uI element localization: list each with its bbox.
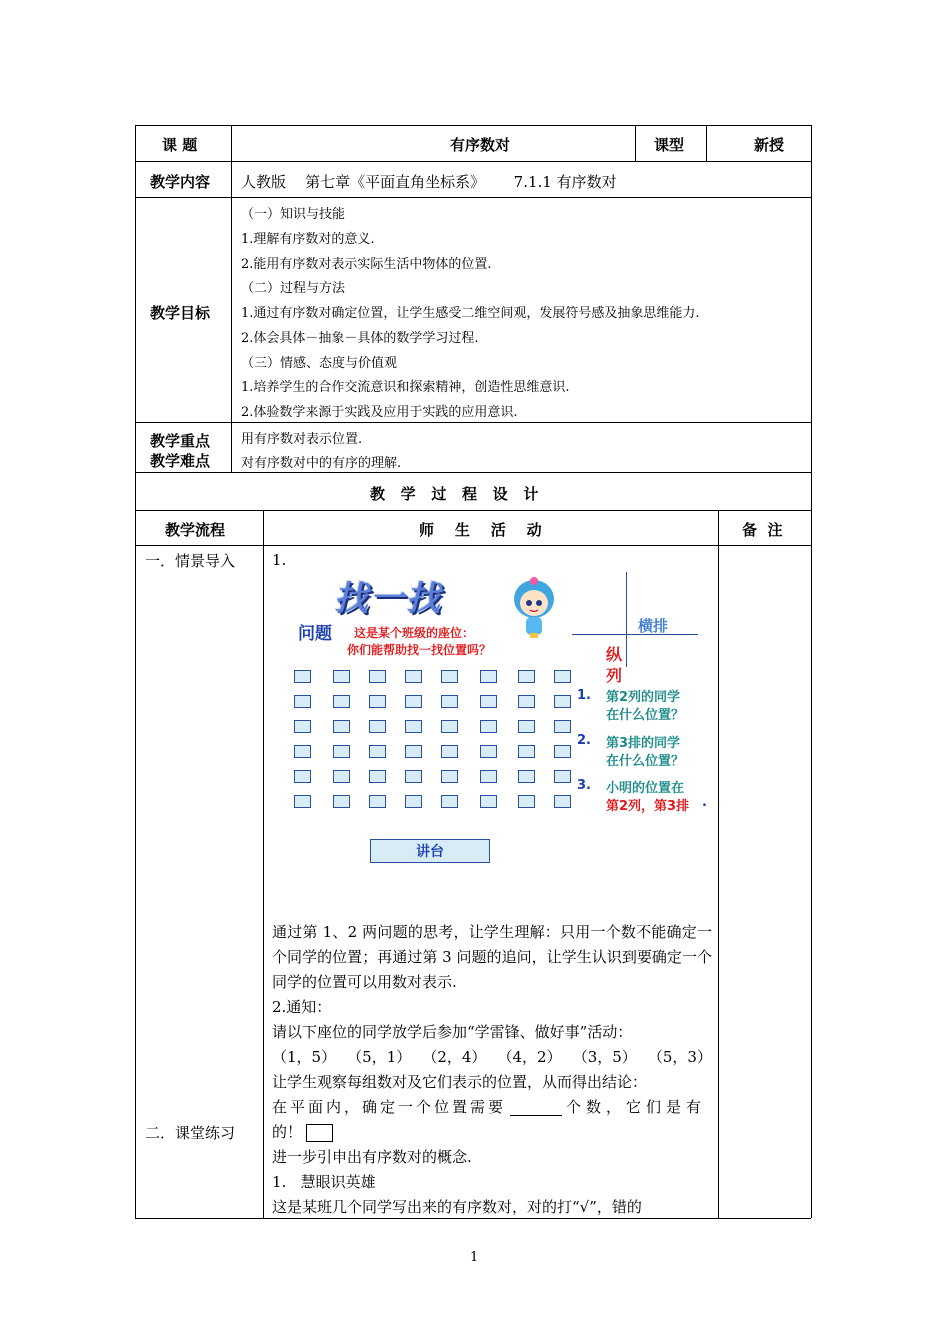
seat (333, 695, 350, 708)
seat (480, 745, 497, 758)
q1-line-2: 在什么位置？ (606, 708, 685, 723)
seat (554, 745, 571, 758)
seat (294, 695, 311, 708)
conclusion-line (272, 1095, 712, 1120)
pair: （1，5） (272, 1048, 337, 1066)
notice-text: 请以下座位的同学放学后参加“学雷锋、做好事”活动： (272, 1023, 633, 1041)
blank-count-input[interactable] (510, 1099, 562, 1116)
objective-line: 1.培养学生的合作交流意识和探索精神，创造性思维意识. (241, 380, 570, 395)
q3-number: 3. (577, 778, 591, 793)
seat (369, 720, 386, 733)
seat (480, 720, 497, 733)
question-line-1: 这是某个班级的座位： (354, 626, 475, 640)
seat (554, 720, 571, 733)
figure-find-it (272, 565, 716, 905)
q3-period: . (702, 795, 707, 810)
lesson-type: 新授 (754, 136, 785, 154)
seat (405, 670, 422, 683)
label-lesson-title: 课 题 (162, 136, 198, 154)
q3-line-1: 小明的位置在 (606, 781, 685, 796)
observe-text: 让学生观察每组数对及它们表示的位置，从而得出结论： (272, 1073, 648, 1091)
exercise-title: 1. 慧眼识英雄 (272, 1173, 376, 1191)
pair: （5，1） (347, 1048, 412, 1066)
seat (518, 695, 535, 708)
seat (518, 745, 535, 758)
seat (518, 770, 535, 783)
question-label: 问题 (298, 624, 332, 644)
design-title: 教 学 过 程 设 计 (370, 485, 539, 503)
seat (405, 795, 422, 808)
label-objectives: 教学目标 (150, 304, 211, 322)
seat (405, 745, 422, 758)
lesson-title: 有序数对 (450, 136, 511, 154)
col-flow: 教学流程 (165, 521, 226, 539)
seat (405, 695, 422, 708)
notice-label: 2.通知： (272, 998, 332, 1016)
q1-number: 1. (577, 688, 591, 703)
concept-text: 进一步引申出有序数对的概念. (272, 1148, 472, 1166)
seat (480, 795, 497, 808)
objective-line: （二）过程与方法 (241, 281, 346, 296)
seat (480, 670, 497, 683)
podium: 讲台 (370, 839, 490, 863)
objective-line: 1.理解有序数对的意义. (241, 232, 375, 247)
conclusion-part-b: 个数，它们是有 (566, 1098, 707, 1116)
seat (405, 770, 422, 783)
figure-title: 找一找 (334, 579, 442, 619)
objective-line: 2.体会具体－抽象－具体的数学学习过程. (241, 331, 479, 346)
cartoon-girl-icon (508, 577, 560, 639)
stage-practice: 二．课堂练习 (145, 1124, 236, 1142)
seat (333, 720, 350, 733)
q2-number: 2. (577, 733, 591, 748)
col-activity: 师 生 活 动 (419, 521, 542, 539)
q1-line-1: 第2列的同学 (606, 690, 681, 705)
pair: （2，4） (422, 1048, 487, 1066)
label-difficulty: 教学难点 (150, 452, 211, 470)
col-notes: 备 注 (742, 521, 783, 539)
conclusion-part-a: 在平面内，确定一个位置需要 (272, 1098, 507, 1116)
seat (480, 770, 497, 783)
seat (369, 770, 386, 783)
page-number: 1 (470, 1250, 479, 1265)
seat (294, 670, 311, 683)
seat (333, 770, 350, 783)
q3-line-2: 第2列，第3排 (606, 799, 690, 814)
stage-intro: 一．情景导入 (145, 552, 236, 570)
seat (333, 795, 350, 808)
seat (294, 745, 311, 758)
seat (554, 695, 571, 708)
item-number: 1. (272, 551, 287, 569)
seat (294, 795, 311, 808)
seat (441, 695, 458, 708)
objective-line: 2.能用有序数对表示实际生活中物体的位置. (241, 257, 492, 272)
objective-line: （三）情感、态度与价值观 (241, 356, 398, 371)
coordinate-pairs (272, 1045, 712, 1070)
seat (294, 720, 311, 733)
seat (518, 720, 535, 733)
seat (369, 795, 386, 808)
conclusion-line-2 (272, 1120, 333, 1145)
difficulty-text: 对有序数对中的有序的理解. (241, 456, 402, 471)
label-content: 教学内容 (150, 173, 211, 191)
conclusion-part-c: 的！ (272, 1123, 303, 1141)
seat (333, 745, 350, 758)
seat (441, 720, 458, 733)
label-lesson-type: 课型 (654, 136, 685, 154)
objective-line: 1.通过有序数对确定位置，让学生感受二维空间观，发展符号感及抽象思维能力. (241, 306, 700, 321)
pair: （5，3） (647, 1048, 712, 1066)
seat (518, 670, 535, 683)
explanation-paragraph: 通过第 1、2 两问题的思考，让学生理解：只用一个数不能确定一个同学的位置；再通过第 3 问题的追问，让学生认识到要确定一个同学的位置可以用数对表示. (272, 923, 712, 991)
blank-box-input[interactable] (306, 1124, 333, 1142)
seat (441, 745, 458, 758)
seat (441, 770, 458, 783)
seat (369, 695, 386, 708)
q2-line-1: 第3排的同学 (606, 736, 681, 751)
seat (480, 695, 497, 708)
seat (405, 720, 422, 733)
pair: （3，5） (572, 1048, 637, 1066)
row-label: 横排 (638, 617, 669, 635)
seat (518, 795, 535, 808)
seat (294, 770, 311, 783)
key-point-text: 用有序数对表示位置. (241, 432, 363, 447)
seat (554, 795, 571, 808)
question-line-2: 你们能帮助找一找位置吗？ (347, 643, 492, 657)
seat (369, 745, 386, 758)
exercise-text: 这是某班几个同学写出来的有序数对，对的打“√”，错的 (272, 1198, 642, 1216)
seat (441, 670, 458, 683)
column-label-1: 纵 (606, 645, 623, 664)
objective-line: （一）知识与技能 (241, 207, 346, 222)
seat (554, 670, 571, 683)
pair: （4，2） (497, 1048, 562, 1066)
seat (554, 770, 571, 783)
q2-line-2: 在什么位置？ (606, 754, 685, 769)
content-text: 人教版 第七章《平面直角坐标系》 7.1.1 有序数对 (241, 173, 617, 191)
seat (333, 670, 350, 683)
objective-line: 2.体验数学来源于实践及应用于实践的应用意识. (241, 405, 518, 420)
label-key-point: 教学重点 (150, 432, 211, 450)
seat (441, 795, 458, 808)
column-label-2: 列 (606, 666, 623, 685)
seat (369, 670, 386, 683)
